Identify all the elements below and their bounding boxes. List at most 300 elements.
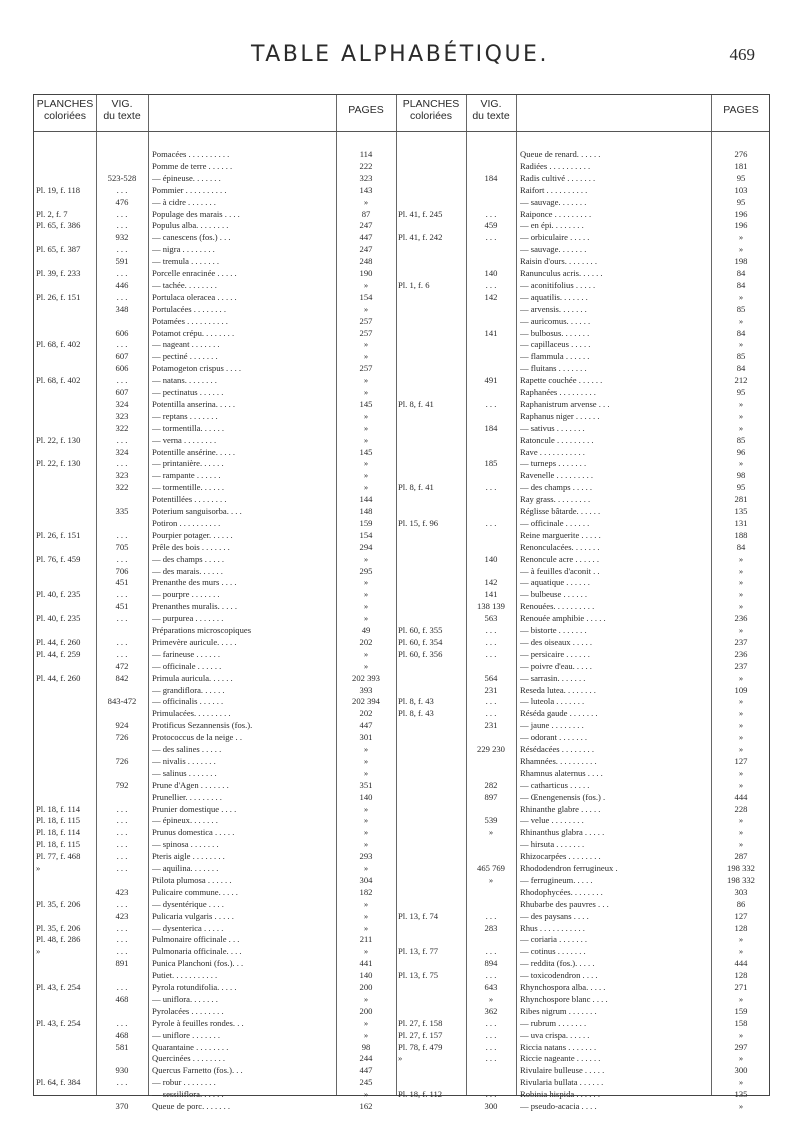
table-row xyxy=(34,423,769,434)
planche-cell: Pl. 40, f. 235 xyxy=(36,589,81,600)
page-cell: 140 xyxy=(359,970,373,981)
table-row xyxy=(34,542,769,553)
page-cell: 287 xyxy=(734,851,748,862)
vignette-cell: 140 xyxy=(484,268,498,278)
entry-name: Rhodophycées. . . . . . . . xyxy=(520,886,603,897)
entry-name: Potiron . . . . . . . . . . xyxy=(152,517,221,528)
table-row xyxy=(34,1018,769,1029)
page-cell: 84 xyxy=(736,279,746,290)
page-cell: 128 xyxy=(734,970,748,981)
vignette-cell: 459 xyxy=(484,220,498,231)
table-row xyxy=(34,887,769,898)
entry-name: Potentillées . . . . . . . . xyxy=(152,494,227,505)
vignette-cell: » xyxy=(488,874,494,885)
entry-name: Primulacées. . . . . . . . . xyxy=(152,708,231,719)
page-cell: 295 xyxy=(359,565,373,576)
page-cell: 154 xyxy=(359,529,373,540)
table-row xyxy=(34,185,769,196)
entry-name: — sativus . . . . . . . xyxy=(520,422,585,433)
table-row xyxy=(34,720,769,731)
page-cell: 159 xyxy=(734,1005,748,1016)
page-cell: 202 xyxy=(359,708,373,719)
page-cell: » xyxy=(363,1029,369,1040)
page-cell: 257 xyxy=(359,315,373,326)
page-cell: 84 xyxy=(736,268,746,278)
page-cell: 202 393 xyxy=(352,672,380,683)
vignette-cell: 468 xyxy=(115,1029,129,1040)
page-cell: 109 xyxy=(734,684,748,695)
header-planches xyxy=(396,98,466,122)
entry-name: Quercus Farnetto (fos.). . . xyxy=(152,1065,243,1076)
entry-name: Potamogeton crispus . . . . xyxy=(152,363,242,374)
page-cell: 198 xyxy=(734,256,748,267)
page-cell: 200 xyxy=(359,1005,373,1016)
page-cell: 95 xyxy=(736,172,746,183)
page-cell: » xyxy=(363,410,369,421)
entry-name: — verna . . . . . . . . xyxy=(152,434,217,445)
page-cell: 304 xyxy=(359,874,373,885)
vignette-cell: 476 xyxy=(115,196,129,207)
page-cell: » xyxy=(738,244,744,255)
page-cell: 135 xyxy=(734,506,748,516)
page-cell: 393 xyxy=(359,684,373,695)
entry-name: — luteola . . . . . . . xyxy=(520,696,585,707)
entry-name: Quercinées . . . . . . . . xyxy=(152,1053,226,1064)
planche-cell: Pl. 22, f. 130 xyxy=(36,458,81,469)
table-row xyxy=(34,411,769,422)
vignette-cell: 185 xyxy=(484,458,498,469)
vignette-cell: 323 xyxy=(115,470,129,481)
entry-name: Préparations microscopiques xyxy=(152,625,252,635)
page-cell: 257 xyxy=(359,363,373,374)
page-cell: » xyxy=(363,815,369,826)
vignette-cell: . . . xyxy=(485,208,497,219)
entry-name: Populus alba. . . . . . . . xyxy=(152,220,229,231)
table-row xyxy=(34,661,769,672)
vignette-cell: 897 xyxy=(484,791,498,802)
page-cell: » xyxy=(363,863,369,873)
vignette-cell: 894 xyxy=(484,958,498,969)
entry-name: — rampante . . . . . . xyxy=(152,470,221,481)
entry-name: Réglisse bâtarde. . . . . . xyxy=(520,506,601,516)
vignette-cell: 726 xyxy=(115,732,129,743)
entry-name: Primula auricula. . . . . . xyxy=(152,672,233,683)
page-cell: 131 xyxy=(734,517,748,528)
page-cell: 323 xyxy=(359,172,373,183)
vignette-cell: 472 xyxy=(115,660,129,671)
vignette-cell: 184 xyxy=(484,172,498,183)
table-row xyxy=(34,744,769,755)
page-cell: 144 xyxy=(359,494,373,505)
entry-name: — pectinatus . . . . . . xyxy=(152,387,224,397)
entry-name: Pomme de terre . . . . . . xyxy=(152,160,233,171)
table-row xyxy=(34,530,769,541)
page-cell: » xyxy=(363,482,369,493)
entry-name: — officinale . . . . . . xyxy=(152,660,222,671)
entry-name: — dysentérique . . . . xyxy=(152,898,224,909)
vignette-cell: 324 xyxy=(115,398,129,409)
table-row xyxy=(34,839,769,850)
vignette-cell: 451 xyxy=(115,601,129,612)
entry-name: Prune d'Agen . . . . . . . xyxy=(152,779,229,790)
page-cell: » xyxy=(363,1017,369,1028)
index-table xyxy=(33,94,770,1111)
entry-name: Radiées . . . . . . . . . . xyxy=(520,160,591,171)
page-cell: 293 xyxy=(359,851,373,862)
vignette-cell: 348 xyxy=(115,303,129,314)
entry-name: Riccie nageante . . . . . . xyxy=(520,1053,601,1064)
table-row xyxy=(34,173,769,184)
entry-name: Robinia hispida . . . . . . xyxy=(520,1089,600,1100)
vignette-cell: . . . xyxy=(116,244,128,255)
page-cell: » xyxy=(738,720,744,731)
page-cell: » xyxy=(738,422,744,433)
page-cell: » xyxy=(363,613,369,624)
page-cell: » xyxy=(363,660,369,671)
entry-name: — des champs . . . . . xyxy=(520,482,593,493)
page-cell: 248 xyxy=(359,256,373,267)
vignette-cell: 842 xyxy=(115,672,129,683)
entry-name: — farineuse . . . . . . xyxy=(152,648,221,659)
planche-cell: Pl. 76, f. 459 xyxy=(36,553,81,564)
vignette-cell: 606 xyxy=(115,363,129,374)
entry-name: — pectiné . . . . . . . xyxy=(152,351,218,362)
page-cell: 181 xyxy=(734,160,748,171)
page-cell: » xyxy=(738,744,744,754)
page-cell: 236 xyxy=(734,648,748,659)
entry-name: Pteris aigle . . . . . . . . xyxy=(152,851,225,862)
vignette-cell: . . . xyxy=(485,1041,497,1052)
vignette-cell: 563 xyxy=(484,613,498,624)
page-cell: 98 xyxy=(361,1041,371,1052)
entry-name: — orbiculaire . . . . . xyxy=(520,232,590,243)
vignette-cell: . . . xyxy=(116,803,128,814)
entry-name: Raphanistrum arvense . . . xyxy=(520,398,610,409)
table-row xyxy=(34,256,769,267)
entry-name: — auricomus. . . . . . xyxy=(520,315,591,326)
entry-name: — nageant . . . . . . . xyxy=(152,339,220,350)
vignette-cell: 423 xyxy=(115,886,129,897)
page-cell: » xyxy=(738,398,744,409)
page-cell: 95 xyxy=(736,482,746,493)
entry-name: Raisin d'ours. . . . . . . . xyxy=(520,256,597,267)
entry-name: Ray grass. . . . . . . . . xyxy=(520,494,591,505)
entry-name: Protococcus de la neige . . xyxy=(152,732,242,743)
vignette-cell: . . . xyxy=(116,648,128,659)
page-cell: 198 332 xyxy=(727,863,755,873)
page-cell: 198 332 xyxy=(727,874,755,885)
page-cell: 140 xyxy=(359,791,373,802)
page-cell: 212 xyxy=(734,375,748,386)
planche-cell: Pl. 78, f. 479 xyxy=(398,1041,443,1052)
table-row xyxy=(34,316,769,327)
table-row xyxy=(34,470,769,481)
entry-name: — velue . . . . . . . . xyxy=(520,815,584,826)
page-cell: » xyxy=(363,458,369,469)
header-planches-line2: coloriées xyxy=(409,110,453,122)
entry-name: — pseudo-acacia . . . . xyxy=(520,1101,597,1111)
entry-name: Ptilota plumosa . . . . . . xyxy=(152,874,232,885)
vignette-cell: . . . xyxy=(485,1017,497,1028)
entry-name: Portulacées . . . . . . . . xyxy=(152,303,226,314)
table-row xyxy=(34,1065,769,1076)
table-row xyxy=(34,244,769,255)
entry-name: — jaune . . . . . . . . xyxy=(520,720,584,731)
page-cell: 281 xyxy=(734,494,748,505)
page-cell: » xyxy=(738,779,744,790)
page-cell: » xyxy=(738,946,744,957)
page-cell: 257 xyxy=(359,327,373,338)
page-cell: 96 xyxy=(736,446,746,457)
table-row xyxy=(34,673,769,684)
entry-name: Riccia natans . . . . . . . xyxy=(520,1041,597,1052)
vignette-cell: . . . xyxy=(116,589,128,600)
vignette-cell: 335 xyxy=(115,506,129,516)
page-cell: 447 xyxy=(359,720,373,731)
page-cell: » xyxy=(363,351,369,362)
table-row xyxy=(34,577,769,588)
page-cell: 202 394 xyxy=(352,696,380,707)
entry-name: Prunier domestique . . . . xyxy=(152,803,237,814)
planche-cell: Pl. 35, f. 206 xyxy=(36,922,81,933)
page-cell: » xyxy=(738,315,744,326)
page-cell: 84 xyxy=(736,327,746,338)
vignette-cell: . . . xyxy=(485,910,497,921)
entry-name: Primevère auricule. . . . . xyxy=(152,636,237,647)
page-cell: 444 xyxy=(734,791,748,802)
planche-cell: Pl. 60, f. 355 xyxy=(398,625,443,635)
page-cell: 85 xyxy=(736,434,746,445)
planche-cell: Pl. 13, f. 74 xyxy=(398,910,439,921)
vignette-cell: 891 xyxy=(115,958,129,969)
page-cell: » xyxy=(738,601,744,612)
page-cell: 95 xyxy=(736,387,746,397)
vignette-cell: . . . xyxy=(116,922,128,933)
entry-name: Ratoncule . . . . . . . . . xyxy=(520,434,594,445)
page-cell: » xyxy=(363,946,369,957)
entry-name: Protificus Sezannensis (fos.). xyxy=(152,720,253,731)
vignette-cell: . . . xyxy=(116,553,128,564)
planche-cell: Pl. 1, f. 6 xyxy=(398,279,430,290)
entry-name: — sauvage. . . . . . . xyxy=(520,196,587,207)
vignette-cell: . . . xyxy=(485,232,497,243)
entry-name: — à feuilles d'aconit . . xyxy=(520,565,600,576)
table-row xyxy=(34,696,769,707)
page-cell: 351 xyxy=(359,779,373,790)
page-cell: 49 xyxy=(361,625,371,635)
page-cell: » xyxy=(738,410,744,421)
entry-name: Rivulaire bulleuse . . . . . xyxy=(520,1065,605,1076)
vignette-cell: . . . xyxy=(116,636,128,647)
entry-name: — bulbeuse . . . . . . xyxy=(520,589,588,600)
page-cell: 222 xyxy=(359,160,373,171)
page-cell: » xyxy=(738,565,744,576)
entry-name: — reptans . . . . . . . xyxy=(152,410,218,421)
planche-cell: Pl. 40, f. 235 xyxy=(36,613,81,624)
vignette-cell: . . . xyxy=(116,898,128,909)
vignette-cell: 581 xyxy=(115,1041,129,1052)
entry-name: Punica Planchoni (fos.). . . xyxy=(152,958,244,969)
entry-name: — sessiliflora. . . . . . xyxy=(152,1089,224,1100)
page-cell: » xyxy=(738,1101,744,1111)
entry-name: Rhus . . . . . . . . . . . xyxy=(520,922,585,933)
entry-name: Prenanthe des murs . . . . xyxy=(152,577,237,588)
page-cell: 297 xyxy=(734,1041,748,1052)
planche-cell: Pl. 64, f. 384 xyxy=(36,1077,81,1088)
planche-cell: Pl. 22, f. 130 xyxy=(36,434,81,445)
page-cell: 85 xyxy=(736,303,746,314)
page-cell: 294 xyxy=(359,541,373,552)
entry-name: — tremula . . . . . . . xyxy=(152,256,220,267)
vignette-cell: 607 xyxy=(115,351,129,362)
page-cell: 301 xyxy=(359,732,373,743)
entry-name: — des champs . . . . . xyxy=(152,553,225,564)
vignette-cell: 606 xyxy=(115,327,129,338)
page-cell: 247 xyxy=(359,244,373,255)
planche-cell: Pl. 18, f. 115 xyxy=(36,839,81,850)
header-planches-line1: PLANCHES xyxy=(402,98,460,110)
table-row xyxy=(34,934,769,945)
table-row xyxy=(34,827,769,838)
table-row xyxy=(34,375,769,386)
page-cell: 87 xyxy=(361,208,371,219)
vignette-cell: 523-528 xyxy=(107,172,137,183)
page-cell: 114 xyxy=(359,149,373,159)
header-vig-line2: du texte xyxy=(103,110,141,122)
page-cell: » xyxy=(738,339,744,350)
page-cell: 441 xyxy=(359,958,373,969)
entry-name: — natans. . . . . . . . xyxy=(152,375,217,386)
page-cell: » xyxy=(738,577,744,588)
page-cell: » xyxy=(363,434,369,445)
table-row xyxy=(34,161,769,172)
vignette-cell: . . . xyxy=(485,482,497,493)
entry-name: Renouées. . . . . . . . . . xyxy=(520,601,595,612)
planche-cell: Pl. 8, f. 41 xyxy=(398,482,434,493)
page-cell: 444 xyxy=(734,958,748,969)
table-row xyxy=(34,268,769,279)
page-cell: » xyxy=(363,387,369,397)
page-cell: » xyxy=(738,1077,744,1088)
vignette-cell: 141 xyxy=(484,589,498,600)
header-vig-line2: du texte xyxy=(472,110,510,122)
table-row xyxy=(34,387,769,398)
planche-cell: Pl. 77, f. 468 xyxy=(36,851,81,862)
vignette-cell: 300 xyxy=(484,1101,498,1111)
table-row xyxy=(34,970,769,981)
table-row xyxy=(34,601,769,612)
entry-name: — officinalis . . . . . . xyxy=(152,696,224,707)
vignette-cell: 324 xyxy=(115,446,129,457)
vignette-cell: . . . xyxy=(116,268,128,278)
page-cell: » xyxy=(738,589,744,600)
table-row xyxy=(34,399,769,410)
planche-cell: Pl. 48, f. 286 xyxy=(36,934,81,945)
page-cell: » xyxy=(363,279,369,290)
entry-name: Pulmonaire officinale . . . xyxy=(152,934,240,945)
entry-name: — cotinus . . . . . . . xyxy=(520,946,586,957)
planche-cell: Pl. 44, f. 259 xyxy=(36,648,81,659)
entry-name: — sauvage. . . . . . . xyxy=(520,244,587,255)
table-row xyxy=(34,804,769,815)
vignette-cell: 451 xyxy=(115,577,129,588)
table-row xyxy=(34,351,769,362)
entry-name: — aquilina. . . . . . . xyxy=(152,863,219,873)
page-cell: 447 xyxy=(359,232,373,243)
page-cell: » xyxy=(363,553,369,564)
vignette-cell: . . . xyxy=(116,291,128,302)
page-cell: 135 xyxy=(734,1089,748,1100)
planche-cell: Pl. 13, f. 77 xyxy=(398,946,439,957)
vignette-cell: . . . xyxy=(116,339,128,350)
page-cell: » xyxy=(363,303,369,314)
table-row xyxy=(34,815,769,826)
entry-name: Rhamnus alaternus . . . . xyxy=(520,767,603,778)
table-row xyxy=(34,566,769,577)
vignette-cell: . . . xyxy=(485,1053,497,1064)
table-row xyxy=(34,899,769,910)
vignette-cell: 465 769 xyxy=(477,863,505,873)
vignette-cell: . . . xyxy=(485,517,497,528)
entry-name: — bulbosus. . . . . . . xyxy=(520,327,590,338)
header-planches-line1: PLANCHES xyxy=(36,98,94,110)
table-row xyxy=(34,494,769,505)
page-cell: » xyxy=(738,232,744,243)
table-row xyxy=(34,220,769,231)
planche-cell: Pl. 8, f. 43 xyxy=(398,708,434,719)
entry-name: Renoncule acre . . . . . . xyxy=(520,553,599,564)
page-cell: » xyxy=(363,577,369,588)
page-cell: 188 xyxy=(734,529,748,540)
entry-name: — aquatilis. . . . . . . xyxy=(520,291,588,302)
page-cell: 128 xyxy=(734,922,748,933)
entry-name: — Œnengenensis (fos.) . xyxy=(520,791,606,802)
page-cell: » xyxy=(738,732,744,743)
entry-name: — à cidre . . . . . . . xyxy=(152,196,216,207)
table-row xyxy=(34,458,769,469)
page-cell: » xyxy=(738,827,744,838)
page-cell: » xyxy=(738,672,744,683)
header-rule xyxy=(34,131,769,132)
page-cell: » xyxy=(738,993,744,1004)
page-cell: » xyxy=(363,910,369,921)
page-cell: 211 xyxy=(359,934,373,945)
header-vig xyxy=(466,98,516,122)
entry-name: — rubrum . . . . . . . xyxy=(520,1017,587,1028)
entry-name: Poterium sanguisorba. . . . xyxy=(152,506,242,516)
planche-cell: » xyxy=(36,863,41,873)
entry-name: Reseda lutea. . . . . . . . xyxy=(520,684,596,695)
vignette-cell: . . . xyxy=(116,863,128,873)
planche-cell: Pl. 26, f. 151 xyxy=(36,291,81,302)
header-planches-line2: coloriées xyxy=(43,110,87,122)
entry-name: — épineuse. . . . . . . xyxy=(152,172,221,183)
entry-name: Rhinanthe glabre . . . . . xyxy=(520,803,601,814)
vignette-cell: 142 xyxy=(484,291,498,302)
table-row xyxy=(34,1089,769,1100)
vignette-cell: . . . xyxy=(116,529,128,540)
planche-cell: Pl. 43, f. 254 xyxy=(36,1017,81,1028)
vignette-cell: 591 xyxy=(115,256,129,267)
planche-cell: Pl. 41, f. 242 xyxy=(398,232,443,243)
entry-name: — poivre d'eau. . . . . xyxy=(520,660,592,671)
vignette-cell: 322 xyxy=(115,422,129,433)
page-cell: 148 xyxy=(359,506,373,516)
header-vig-line1: VIG. xyxy=(111,98,133,110)
page-cell: » xyxy=(738,767,744,778)
vignette-cell: 142 xyxy=(484,577,498,588)
entry-name: — pourpre . . . . . . . xyxy=(152,589,220,600)
